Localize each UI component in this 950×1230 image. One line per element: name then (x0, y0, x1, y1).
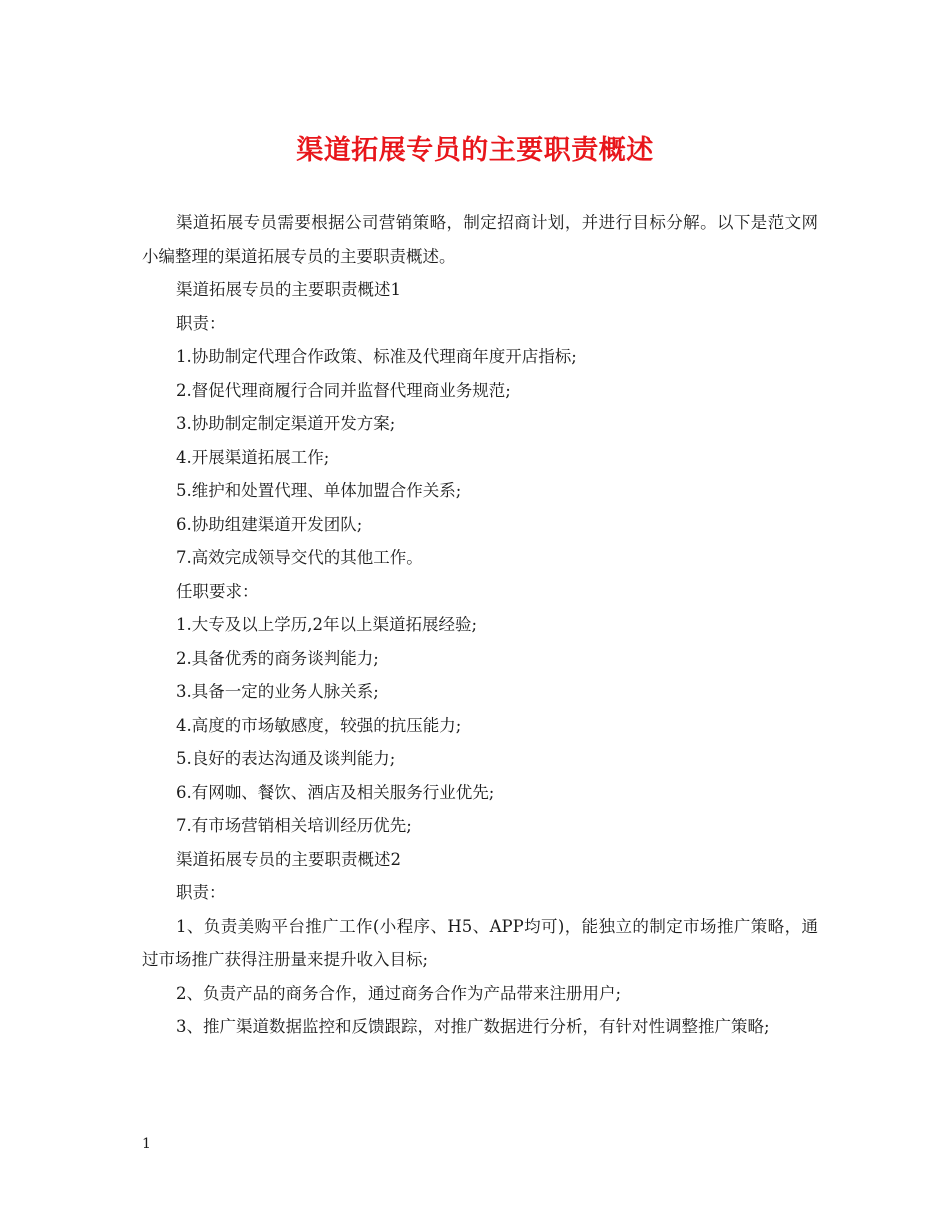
requirement-item: 4.高度的市场敏感度，较强的抗压能力; (176, 715, 462, 735)
requirement-item: 2.具备优秀的商务谈判能力; (176, 648, 379, 668)
document-title: 渠道拓展专员的主要职责概述 (296, 135, 654, 166)
duty-paragraph: 1、负责美购平台推广工作(小程序、H5、APP均可)，能独立的制定市场推广策略，通过市场推广获得注册量来提升收入目标; (142, 916, 818, 969)
requirement-item: 3.具备一定的业务人脉关系; (176, 682, 379, 701)
requirement-item: 6.有网咖、餐饮、酒店及相关服务行业优先; (176, 782, 495, 802)
duty-item: 3.协助制定制定渠道开发方案; (176, 414, 396, 433)
duty-item: 4.开展渠道拓展工作; (176, 447, 330, 467)
duty-paragraph: 3、推广渠道数据监控和反馈跟踪，对推广数据进行分析，有针对性调整推广策略; (176, 1017, 770, 1036)
section2-duties-label: 职责： (176, 883, 226, 902)
intro-paragraph: 渠道拓展专员需要根据公司营销策略，制定招商计划，并进行目标分解。以下是范文网小编整理的渠道拓展专员的主要职责概述。 (142, 213, 818, 266)
section1-requirements-label: 任职要求： (176, 581, 259, 601)
duty-item: 5.维护和处置代理、单体加盟合作关系; (176, 481, 462, 500)
page-number: 1 (142, 1136, 151, 1152)
duty-paragraph: 2、负责产品的商务合作，通过商务合作为产品带来注册用户; (176, 983, 622, 1003)
requirement-item: 7.有市场营销相关培训经历优先; (176, 816, 412, 835)
section1-duties-label: 职责： (176, 313, 226, 333)
section1-heading: 渠道拓展专员的主要职责概述1 (176, 280, 401, 299)
requirement-item: 5.良好的表达沟通及谈判能力; (176, 749, 396, 768)
requirement-item: 1.大专及以上学历,2年以上渠道拓展经验; (176, 615, 478, 634)
document-body (142, 206, 818, 1044)
section2-heading: 渠道拓展专员的主要职责概述2 (176, 849, 401, 869)
duty-item: 2.督促代理商履行合同并监督代理商业务规范; (176, 380, 511, 400)
duty-item: 1.协助制定代理合作政策、标准及代理商年度开店指标; (176, 347, 577, 366)
duty-item: 6.协助组建渠道开发团队; (176, 514, 363, 534)
duty-item: 7.高效完成领导交代的其他工作。 (176, 548, 423, 567)
